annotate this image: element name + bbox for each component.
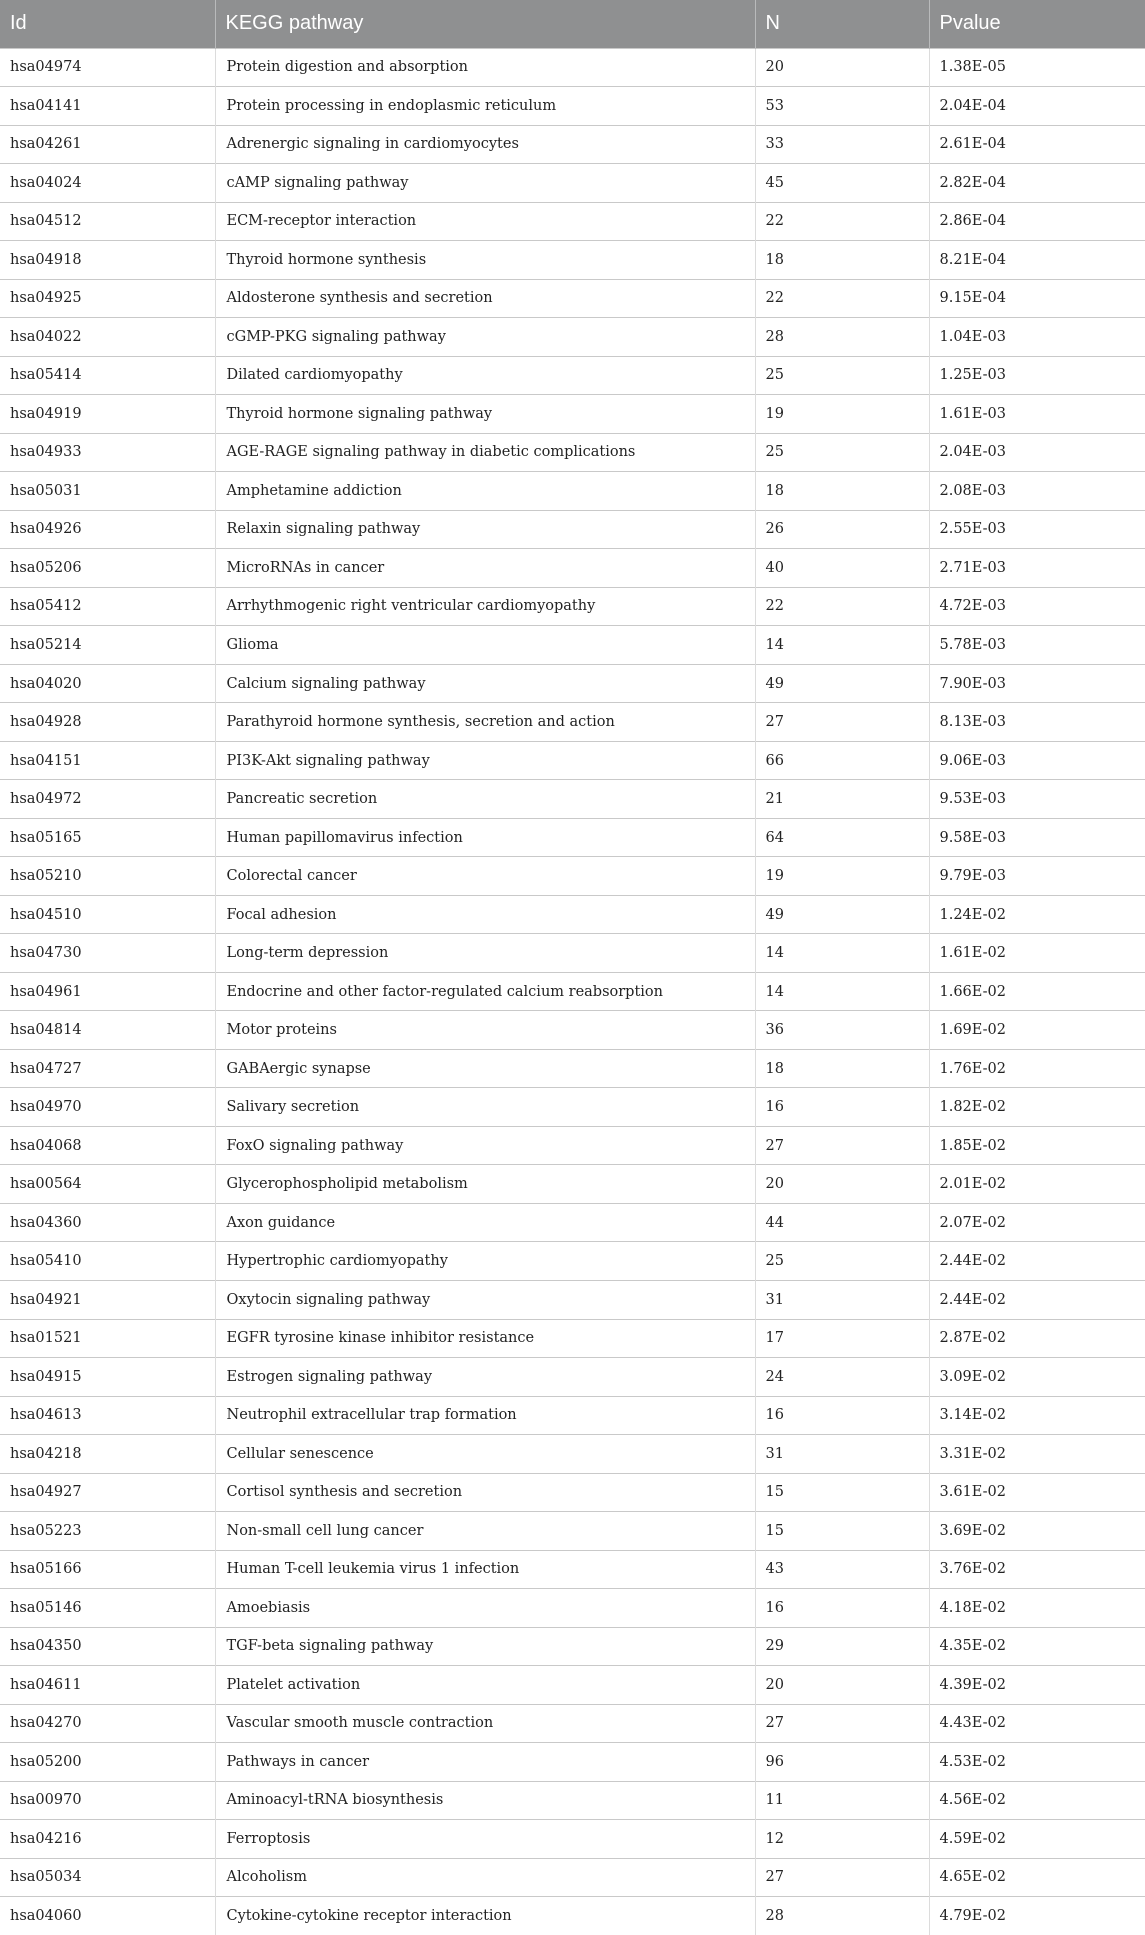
cell-pvalue: 2.44E-02 xyxy=(929,1281,1145,1320)
table-row xyxy=(0,1319,1145,1358)
cell-kegg-pathway: Axon guidance xyxy=(215,1203,755,1242)
cell-kegg-pathway: Protein digestion and absorption xyxy=(215,48,755,87)
table-row xyxy=(0,895,1145,934)
cell-kegg-pathway: Neutrophil extracellular trap formation xyxy=(215,1396,755,1435)
cell-kegg-pathway: Arrhythmogenic right ventricular cardiomyopathy xyxy=(215,587,755,626)
cell-n: 20 xyxy=(755,48,929,87)
cell-kegg-pathway: Adrenergic signaling in cardiomyocytes xyxy=(215,125,755,164)
cell-id: hsa04921 xyxy=(0,1281,215,1320)
cell-n: 16 xyxy=(755,1088,929,1127)
cell-id: hsa05410 xyxy=(0,1242,215,1281)
cell-kegg-pathway: Platelet activation xyxy=(215,1666,755,1705)
cell-n: 53 xyxy=(755,87,929,126)
table-row xyxy=(0,1242,1145,1281)
cell-kegg-pathway: Thyroid hormone signaling pathway xyxy=(215,395,755,434)
table-row xyxy=(0,1435,1145,1474)
cell-n: 16 xyxy=(755,1396,929,1435)
cell-pvalue: 5.78E-03 xyxy=(929,626,1145,665)
cell-id: hsa04024 xyxy=(0,164,215,203)
table-row xyxy=(0,1589,1145,1628)
cell-n: 28 xyxy=(755,318,929,357)
cell-id: hsa05210 xyxy=(0,857,215,896)
cell-id: hsa05223 xyxy=(0,1512,215,1551)
table-row xyxy=(0,1126,1145,1165)
cell-kegg-pathway: Parathyroid hormone synthesis, secretion and action xyxy=(215,703,755,742)
table-row xyxy=(0,1781,1145,1820)
table-row xyxy=(0,1396,1145,1435)
cell-id: hsa05166 xyxy=(0,1550,215,1589)
cell-id: hsa04510 xyxy=(0,895,215,934)
table-row xyxy=(0,164,1145,203)
cell-kegg-pathway: Oxytocin signaling pathway xyxy=(215,1281,755,1320)
table-row xyxy=(0,664,1145,703)
table-row xyxy=(0,395,1145,434)
cell-kegg-pathway: Cytokine-cytokine receptor interaction xyxy=(215,1897,755,1935)
cell-n: 28 xyxy=(755,1897,929,1935)
cell-kegg-pathway: Cortisol synthesis and secretion xyxy=(215,1473,755,1512)
table-row xyxy=(0,1358,1145,1397)
cell-id: hsa01521 xyxy=(0,1319,215,1358)
table-row xyxy=(0,1897,1145,1935)
cell-kegg-pathway: Endocrine and other factor-regulated calcium reabsorption xyxy=(215,972,755,1011)
cell-n: 14 xyxy=(755,934,929,973)
table-row xyxy=(0,1666,1145,1705)
cell-kegg-pathway: Amoebiasis xyxy=(215,1589,755,1628)
cell-n: 31 xyxy=(755,1435,929,1474)
cell-pvalue: 4.18E-02 xyxy=(929,1589,1145,1628)
cell-pvalue: 3.09E-02 xyxy=(929,1358,1145,1397)
cell-pvalue: 3.31E-02 xyxy=(929,1435,1145,1474)
cell-n: 18 xyxy=(755,472,929,511)
cell-pvalue: 1.61E-02 xyxy=(929,934,1145,973)
cell-kegg-pathway: Non-small cell lung cancer xyxy=(215,1512,755,1551)
cell-kegg-pathway: PI3K-Akt signaling pathway xyxy=(215,741,755,780)
table-row xyxy=(0,1550,1145,1589)
cell-kegg-pathway: Long-term depression xyxy=(215,934,755,973)
cell-id: hsa05034 xyxy=(0,1858,215,1897)
cell-pvalue: 2.87E-02 xyxy=(929,1319,1145,1358)
table-row xyxy=(0,818,1145,857)
cell-id: hsa04925 xyxy=(0,279,215,318)
cell-n: 49 xyxy=(755,895,929,934)
cell-id: hsa04919 xyxy=(0,395,215,434)
cell-id: hsa04151 xyxy=(0,741,215,780)
cell-pvalue: 1.61E-03 xyxy=(929,395,1145,434)
cell-id: hsa05146 xyxy=(0,1589,215,1628)
cell-kegg-pathway: Amphetamine addiction xyxy=(215,472,755,511)
table-row xyxy=(0,318,1145,357)
table-row xyxy=(0,1165,1145,1204)
cell-id: hsa04613 xyxy=(0,1396,215,1435)
cell-n: 33 xyxy=(755,125,929,164)
cell-id: hsa04814 xyxy=(0,1011,215,1050)
cell-kegg-pathway: TGF-beta signaling pathway xyxy=(215,1627,755,1666)
table-row xyxy=(0,279,1145,318)
cell-id: hsa04926 xyxy=(0,510,215,549)
cell-n: 22 xyxy=(755,279,929,318)
cell-pvalue: 1.38E-05 xyxy=(929,48,1145,87)
cell-pvalue: 8.13E-03 xyxy=(929,703,1145,742)
cell-kegg-pathway: ECM-receptor interaction xyxy=(215,202,755,241)
cell-n: 21 xyxy=(755,780,929,819)
cell-pvalue: 4.56E-02 xyxy=(929,1781,1145,1820)
table-row xyxy=(0,1743,1145,1782)
cell-id: hsa04611 xyxy=(0,1666,215,1705)
cell-n: 43 xyxy=(755,1550,929,1589)
table-row xyxy=(0,587,1145,626)
table-row xyxy=(0,472,1145,511)
cell-pvalue: 4.65E-02 xyxy=(929,1858,1145,1897)
cell-kegg-pathway: EGFR tyrosine kinase inhibitor resistance xyxy=(215,1319,755,1358)
cell-id: hsa04927 xyxy=(0,1473,215,1512)
cell-id: hsa04730 xyxy=(0,934,215,973)
cell-pvalue: 7.90E-03 xyxy=(929,664,1145,703)
cell-n: 25 xyxy=(755,356,929,395)
cell-kegg-pathway: MicroRNAs in cancer xyxy=(215,549,755,588)
cell-pvalue: 1.76E-02 xyxy=(929,1049,1145,1088)
table-row xyxy=(0,1858,1145,1897)
cell-n: 14 xyxy=(755,972,929,1011)
cell-kegg-pathway: Pathways in cancer xyxy=(215,1743,755,1782)
cell-id: hsa04141 xyxy=(0,87,215,126)
cell-id: hsa04068 xyxy=(0,1126,215,1165)
table-row xyxy=(0,510,1145,549)
cell-n: 64 xyxy=(755,818,929,857)
cell-kegg-pathway: Human T-cell leukemia virus 1 infection xyxy=(215,1550,755,1589)
cell-pvalue: 2.55E-03 xyxy=(929,510,1145,549)
cell-pvalue: 4.72E-03 xyxy=(929,587,1145,626)
cell-id: hsa05206 xyxy=(0,549,215,588)
cell-pvalue: 2.08E-03 xyxy=(929,472,1145,511)
cell-n: 49 xyxy=(755,664,929,703)
cell-id: hsa04261 xyxy=(0,125,215,164)
table-row xyxy=(0,972,1145,1011)
table-row xyxy=(0,857,1145,896)
table-row xyxy=(0,703,1145,742)
table-header xyxy=(0,0,1145,48)
cell-pvalue: 3.61E-02 xyxy=(929,1473,1145,1512)
header-row xyxy=(0,0,1145,48)
table-row xyxy=(0,780,1145,819)
header-pvalue: Pvalue xyxy=(939,12,1001,35)
cell-n: 40 xyxy=(755,549,929,588)
cell-n: 24 xyxy=(755,1358,929,1397)
cell-id: hsa04360 xyxy=(0,1203,215,1242)
cell-id: hsa04918 xyxy=(0,241,215,280)
cell-id: hsa04022 xyxy=(0,318,215,357)
cell-kegg-pathway: Aminoacyl-tRNA biosynthesis xyxy=(215,1781,755,1820)
cell-pvalue: 2.82E-04 xyxy=(929,164,1145,203)
cell-pvalue: 2.61E-04 xyxy=(929,125,1145,164)
cell-id: hsa05031 xyxy=(0,472,215,511)
table-row xyxy=(0,1011,1145,1050)
cell-id: hsa04216 xyxy=(0,1820,215,1859)
cell-kegg-pathway: Aldosterone synthesis and secretion xyxy=(215,279,755,318)
table-row xyxy=(0,626,1145,665)
cell-n: 18 xyxy=(755,241,929,280)
cell-n: 18 xyxy=(755,1049,929,1088)
cell-pvalue: 1.69E-02 xyxy=(929,1011,1145,1050)
table-body xyxy=(0,48,1145,1935)
cell-kegg-pathway: Focal adhesion xyxy=(215,895,755,934)
cell-id: hsa04972 xyxy=(0,780,215,819)
cell-n: 22 xyxy=(755,202,929,241)
cell-id: hsa05412 xyxy=(0,587,215,626)
cell-n: 26 xyxy=(755,510,929,549)
cell-pvalue: 4.35E-02 xyxy=(929,1627,1145,1666)
cell-id: hsa05165 xyxy=(0,818,215,857)
table-row xyxy=(0,48,1145,87)
table-row xyxy=(0,1049,1145,1088)
cell-kegg-pathway: Colorectal cancer xyxy=(215,857,755,896)
cell-id: hsa04727 xyxy=(0,1049,215,1088)
cell-pvalue: 2.44E-02 xyxy=(929,1242,1145,1281)
cell-n: 14 xyxy=(755,626,929,665)
cell-pvalue: 9.06E-03 xyxy=(929,741,1145,780)
cell-n: 45 xyxy=(755,164,929,203)
cell-pvalue: 9.79E-03 xyxy=(929,857,1145,896)
cell-n: 20 xyxy=(755,1165,929,1204)
cell-kegg-pathway: cAMP signaling pathway xyxy=(215,164,755,203)
cell-id: hsa04974 xyxy=(0,48,215,87)
cell-n: 16 xyxy=(755,1589,929,1628)
cell-n: 19 xyxy=(755,857,929,896)
cell-pvalue: 2.71E-03 xyxy=(929,549,1145,588)
cell-pvalue: 4.39E-02 xyxy=(929,1666,1145,1705)
cell-id: hsa04928 xyxy=(0,703,215,742)
cell-n: 25 xyxy=(755,433,929,472)
cell-n: 27 xyxy=(755,1704,929,1743)
cell-pvalue: 2.01E-02 xyxy=(929,1165,1145,1204)
cell-pvalue: 1.85E-02 xyxy=(929,1126,1145,1165)
cell-kegg-pathway: Relaxin signaling pathway xyxy=(215,510,755,549)
cell-pvalue: 3.69E-02 xyxy=(929,1512,1145,1551)
cell-pvalue: 2.04E-03 xyxy=(929,433,1145,472)
cell-n: 11 xyxy=(755,1781,929,1820)
cell-kegg-pathway: Pancreatic secretion xyxy=(215,780,755,819)
cell-id: hsa04961 xyxy=(0,972,215,1011)
table-row xyxy=(0,1704,1145,1743)
table-row xyxy=(0,1088,1145,1127)
cell-n: 15 xyxy=(755,1473,929,1512)
cell-id: hsa05214 xyxy=(0,626,215,665)
cell-id: hsa05200 xyxy=(0,1743,215,1782)
table-row xyxy=(0,1512,1145,1551)
cell-n: 44 xyxy=(755,1203,929,1242)
table-row xyxy=(0,934,1145,973)
cell-n: 25 xyxy=(755,1242,929,1281)
cell-kegg-pathway: Hypertrophic cardiomyopathy xyxy=(215,1242,755,1281)
cell-kegg-pathway: GABAergic synapse xyxy=(215,1049,755,1088)
table-row xyxy=(0,202,1145,241)
cell-pvalue: 2.04E-04 xyxy=(929,87,1145,126)
cell-pvalue: 4.79E-02 xyxy=(929,1897,1145,1935)
cell-kegg-pathway: Salivary secretion xyxy=(215,1088,755,1127)
cell-id: hsa05414 xyxy=(0,356,215,395)
cell-pvalue: 3.76E-02 xyxy=(929,1550,1145,1589)
cell-kegg-pathway: Glioma xyxy=(215,626,755,665)
cell-pvalue: 2.07E-02 xyxy=(929,1203,1145,1242)
cell-id: hsa04350 xyxy=(0,1627,215,1666)
table-row xyxy=(0,741,1145,780)
cell-n: 29 xyxy=(755,1627,929,1666)
cell-n: 12 xyxy=(755,1820,929,1859)
cell-pvalue: 4.53E-02 xyxy=(929,1743,1145,1782)
cell-id: hsa04020 xyxy=(0,664,215,703)
header-n: N xyxy=(755,0,929,48)
cell-n: 15 xyxy=(755,1512,929,1551)
table-row xyxy=(0,1820,1145,1859)
cell-pvalue: 4.43E-02 xyxy=(929,1704,1145,1743)
cell-kegg-pathway: Protein processing in endoplasmic reticulum xyxy=(215,87,755,126)
table-row xyxy=(0,356,1145,395)
cell-kegg-pathway: Glycerophospholipid metabolism xyxy=(215,1165,755,1204)
cell-kegg-pathway: FoxO signaling pathway xyxy=(215,1126,755,1165)
cell-pvalue: 9.58E-03 xyxy=(929,818,1145,857)
cell-pvalue: 3.14E-02 xyxy=(929,1396,1145,1435)
cell-kegg-pathway: Motor proteins xyxy=(215,1011,755,1050)
cell-kegg-pathway: Human papillomavirus infection xyxy=(215,818,755,857)
cell-id: hsa00564 xyxy=(0,1165,215,1204)
cell-kegg-pathway: Ferroptosis xyxy=(215,1820,755,1859)
cell-n: 27 xyxy=(755,1126,929,1165)
header-kegg-pathway: KEGG pathway xyxy=(215,0,755,48)
cell-id: hsa00970 xyxy=(0,1781,215,1820)
cell-pvalue: 9.15E-04 xyxy=(929,279,1145,318)
cell-n: 27 xyxy=(755,1858,929,1897)
table-row xyxy=(0,549,1145,588)
table-row xyxy=(0,87,1145,126)
cell-kegg-pathway: Dilated cardiomyopathy xyxy=(215,356,755,395)
cell-id: hsa04933 xyxy=(0,433,215,472)
cell-pvalue: 1.04E-03 xyxy=(929,318,1145,357)
cell-kegg-pathway: Alcoholism xyxy=(215,1858,755,1897)
cell-n: 31 xyxy=(755,1281,929,1320)
table-row xyxy=(0,241,1145,280)
cell-pvalue: 8.21E-04 xyxy=(929,241,1145,280)
cell-pvalue: 4.59E-02 xyxy=(929,1820,1145,1859)
cell-n: 27 xyxy=(755,703,929,742)
cell-kegg-pathway: cGMP-PKG signaling pathway xyxy=(215,318,755,357)
cell-pvalue: 1.66E-02 xyxy=(929,972,1145,1011)
cell-id: hsa04915 xyxy=(0,1358,215,1397)
table-row xyxy=(0,1203,1145,1242)
cell-n: 66 xyxy=(755,741,929,780)
cell-pvalue: 1.25E-03 xyxy=(929,356,1145,395)
cell-n: 19 xyxy=(755,395,929,434)
cell-n: 20 xyxy=(755,1666,929,1705)
cell-id: hsa04270 xyxy=(0,1704,215,1743)
cell-n: 36 xyxy=(755,1011,929,1050)
cell-n: 22 xyxy=(755,587,929,626)
cell-n: 17 xyxy=(755,1319,929,1358)
cell-pvalue: 2.86E-04 xyxy=(929,202,1145,241)
cell-id: hsa04512 xyxy=(0,202,215,241)
cell-id: hsa04970 xyxy=(0,1088,215,1127)
cell-id: hsa04060 xyxy=(0,1897,215,1935)
table-row xyxy=(0,433,1145,472)
table-row xyxy=(0,1473,1145,1512)
cell-kegg-pathway: Cellular senescence xyxy=(215,1435,755,1474)
cell-pvalue: 1.24E-02 xyxy=(929,895,1145,934)
cell-kegg-pathway: Calcium signaling pathway xyxy=(215,664,755,703)
header-id: Id xyxy=(0,0,215,48)
table-row xyxy=(0,1627,1145,1666)
cell-kegg-pathway: Vascular smooth muscle contraction xyxy=(215,1704,755,1743)
cell-pvalue: 9.53E-03 xyxy=(929,780,1145,819)
cell-kegg-pathway: Thyroid hormone synthesis xyxy=(215,241,755,280)
table-row xyxy=(0,1281,1145,1320)
cell-id: hsa04218 xyxy=(0,1435,215,1474)
table-row xyxy=(0,125,1145,164)
cell-kegg-pathway: AGE-RAGE signaling pathway in diabetic complications xyxy=(215,433,755,472)
cell-pvalue: 1.82E-02 xyxy=(929,1088,1145,1127)
cell-kegg-pathway: Estrogen signaling pathway xyxy=(215,1358,755,1397)
cell-n: 96 xyxy=(755,1743,929,1782)
